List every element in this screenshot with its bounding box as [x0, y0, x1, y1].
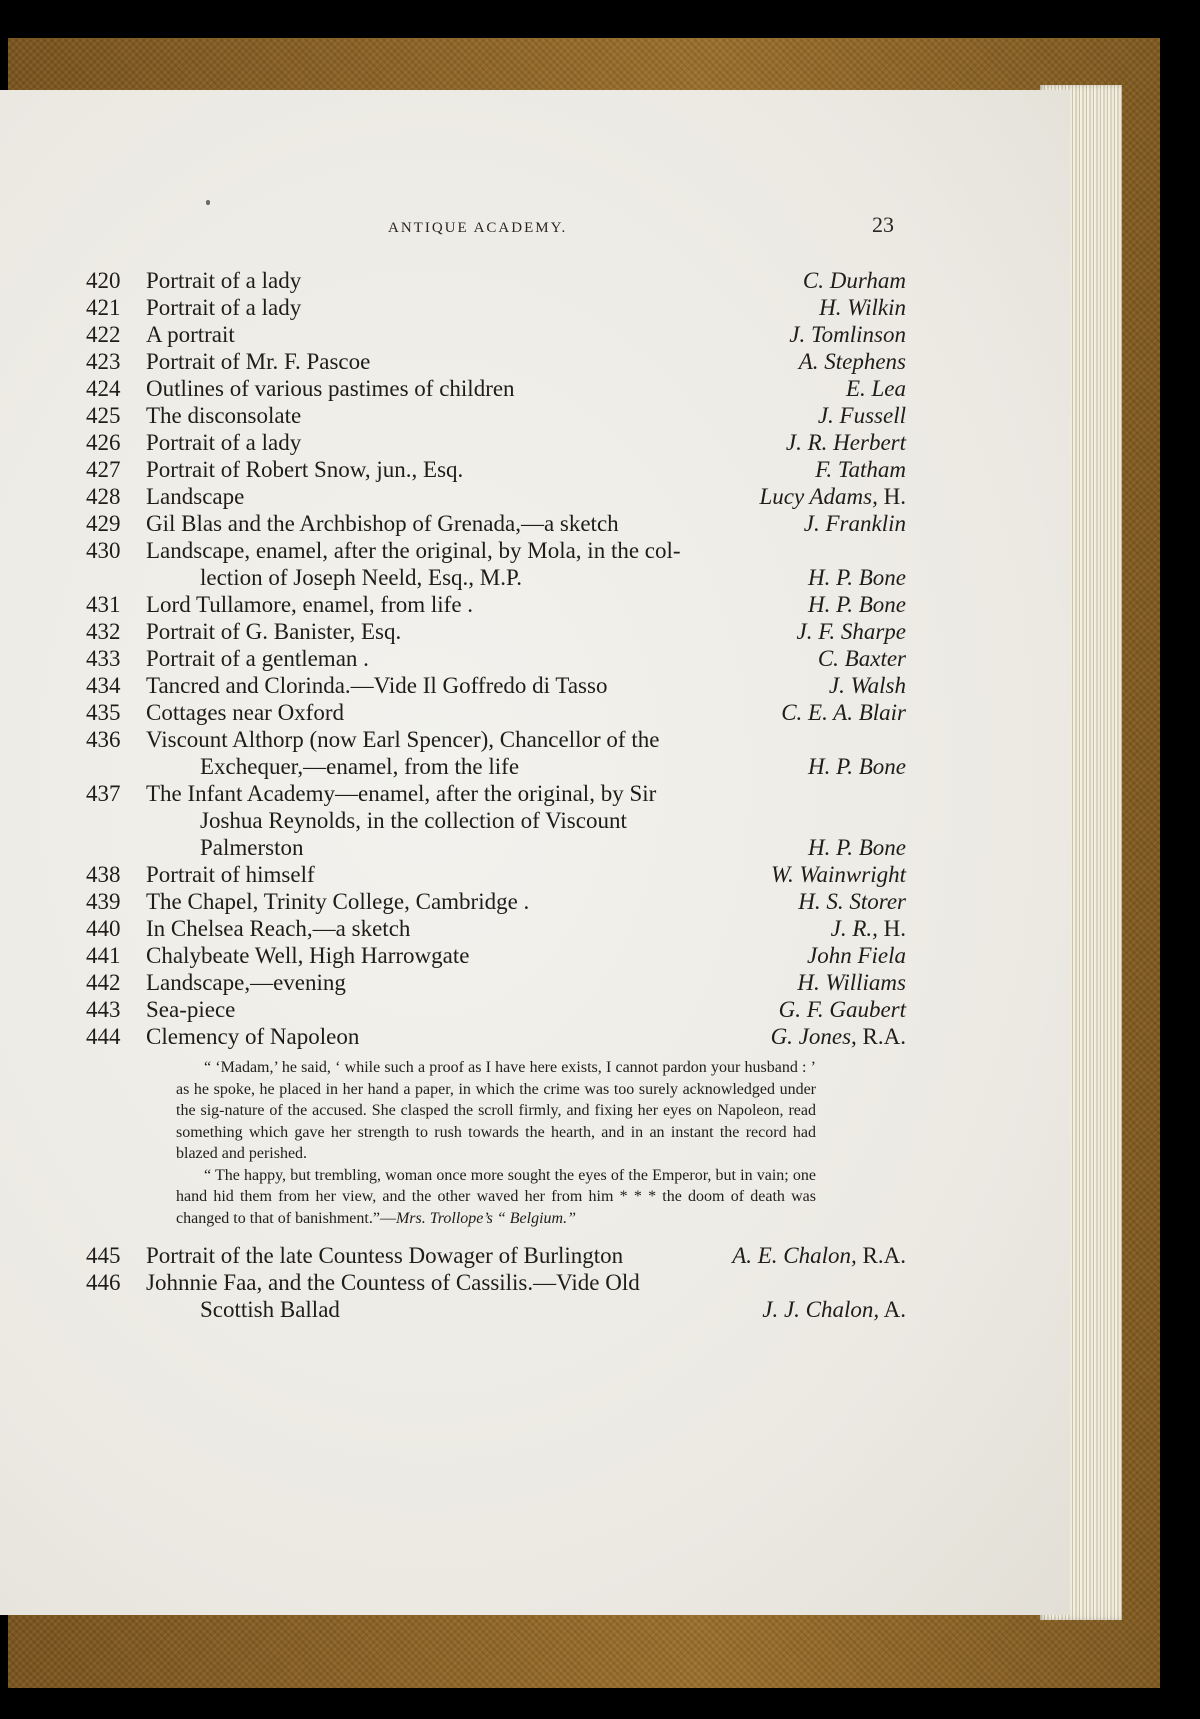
entry-number: 445 — [86, 1243, 121, 1268]
entry-title: Lord Tullamore, enamel, from life . — [146, 592, 474, 617]
artist-suffix: R.A. — [856, 1024, 906, 1049]
entry-artist: E. Lea — [845, 376, 906, 401]
entry-line — [86, 295, 906, 322]
entry-number: 440 — [86, 916, 121, 941]
entry-line — [86, 1270, 906, 1297]
entry-artist: H. P. Bone — [808, 592, 906, 617]
entry-line — [86, 889, 906, 916]
entry-title: lection of Joseph Neeld, Esq., M.P. — [200, 565, 522, 590]
entry-title: The Chapel, Trinity College, Cambridge . — [146, 889, 530, 914]
catalogue-entry — [86, 592, 906, 619]
entry-line — [86, 403, 906, 430]
catalogue-entry — [86, 889, 906, 916]
catalogue-entry — [86, 673, 906, 700]
entry-artist: H. P. Bone — [808, 754, 906, 779]
entry-line — [86, 700, 906, 727]
catalogue-entry — [86, 295, 906, 322]
catalogue-entry — [86, 511, 906, 538]
entry-line — [86, 1243, 906, 1270]
entry-line — [86, 349, 906, 376]
entry-number: 425 — [86, 403, 121, 428]
catalogue-entry — [86, 538, 906, 592]
entry-line — [86, 781, 906, 808]
entry-number: 427 — [86, 457, 121, 482]
entry-title: Gil Blas and the Archbishop of Grenada,—a sketch — [146, 511, 619, 536]
entry-artist: W. Wainwright — [770, 862, 906, 887]
catalogue-entry — [86, 943, 906, 970]
catalogue-entry — [86, 430, 906, 457]
entry-number: 431 — [86, 592, 121, 617]
entry-title: Clemency of Napoleon — [146, 1024, 360, 1049]
catalogue-entry — [86, 403, 906, 430]
entry-title: Johnnie Faa, and the Countess of Cassilis.—Vide Old — [146, 1270, 640, 1295]
entry-line — [86, 835, 906, 862]
entry-artist: A. Stephens — [798, 349, 906, 374]
entry-artist: A. E. Chalon, R.A. — [732, 1243, 906, 1268]
quote-paragraph: “ The happy, but trembling, woman once more sought the eyes of the Emperor, but in vain; one hand hid them from her view, and the other waved her from him * * * the doom of death was changed to that of banishment.”—Mrs. Trollope’s “ Belgium.” — [176, 1166, 816, 1227]
entry-title: Landscape, enamel, after the original, by Mola, in the col- — [146, 538, 681, 563]
catalogue-entry — [86, 484, 906, 511]
entry-artist: J. Tomlinson — [789, 322, 906, 347]
entry-title: Exchequer,—enamel, from the life — [200, 754, 520, 779]
entry-number: 423 — [86, 349, 121, 374]
entry-title: Chalybeate Well, High Harrowgate — [146, 943, 470, 968]
artist-suffix: A. — [879, 1297, 906, 1322]
entry-title: Landscape,—evening — [146, 970, 346, 995]
entry-title: Landscape — [146, 484, 245, 509]
entry-artist: J. R. Herbert — [785, 430, 906, 455]
quote-paragraph: “ ‘Madam,’ he said, ‘ while such a proof as I have here exists, I cannot pardon your husband : ’ as he spoke, he placed in her hand a paper, in which the crime was too surely acknowledged under the sig-nature of the accused. She clasped the scroll firmly, and fixing her eyes on Napoleon, read something which gave her strength to rush towards the hearth, and in an instant the record had blazed and perished. — [176, 1059, 816, 1162]
catalogue-entry — [86, 322, 906, 349]
entry-artist: J. J. Chalon, A. — [762, 1297, 906, 1322]
catalogue-entry — [86, 970, 906, 997]
entry-artist: J. R., H. — [830, 916, 906, 941]
entry-line — [86, 997, 906, 1024]
entry-number: 428 — [86, 484, 121, 509]
entry-title: Tancred and Clorinda.—Vide Il Goffredo di Tasso — [146, 673, 608, 698]
catalogue-entry — [86, 1024, 906, 1051]
entry-line — [86, 565, 906, 592]
entry-title: Portrait of G. Banister, Esq. — [146, 619, 402, 644]
entry-title: Portrait of the late Countess Dowager of Burlington — [146, 1243, 624, 1268]
entry-title: In Chelsea Reach,—a sketch — [146, 916, 411, 941]
catalogue-entry — [86, 997, 906, 1024]
entry-artist: C. Baxter — [817, 646, 906, 671]
entry-title: Viscount Althorp (now Earl Spencer), Chancellor of the — [146, 727, 660, 752]
entry-number: 444 — [86, 1024, 121, 1049]
catalogue-entry — [86, 781, 906, 862]
entry-title: The Infant Academy—enamel, after the original, by Sir — [146, 781, 657, 806]
entry-artist: H. S. Storer — [798, 889, 906, 914]
entry-line — [86, 538, 906, 565]
catalogue-entry — [86, 727, 906, 781]
entry-line — [86, 511, 906, 538]
catalogue-entry — [86, 700, 906, 727]
entry-artist: Lucy Adams, H. — [759, 484, 906, 509]
catalogue-entry — [86, 376, 906, 403]
entry-artist: C. E. A. Blair — [781, 700, 906, 725]
entry-number: 424 — [86, 376, 121, 401]
entry-number: 436 — [86, 727, 121, 752]
entry-number: 443 — [86, 997, 121, 1022]
entry-line — [86, 754, 906, 781]
entry-number: 429 — [86, 511, 121, 536]
entry-artist: J. Walsh — [828, 673, 906, 698]
catalogue-entry — [86, 916, 906, 943]
entry-artist: J. F. Sharpe — [796, 619, 906, 644]
entry-number: 426 — [86, 430, 121, 455]
running-head: ANTIQUE ACADEMY. — [388, 220, 568, 236]
catalogue-list — [86, 268, 906, 1324]
entry-number: 420 — [86, 268, 121, 293]
catalogue-entry — [86, 268, 906, 295]
entry-artist: H. P. Bone — [808, 835, 906, 860]
artist-suffix: H. — [877, 916, 906, 941]
entry-title: Cottages near Oxford — [146, 700, 344, 725]
entry-line — [86, 1024, 906, 1051]
catalogue-entry — [86, 646, 906, 673]
entry-line — [86, 970, 906, 997]
page-header — [0, 212, 1070, 250]
entry-title: Palmerston — [200, 835, 304, 860]
catalogue-entry — [86, 457, 906, 484]
entry-number: 434 — [86, 673, 121, 698]
entry-line — [86, 484, 906, 511]
page-number: 23 — [872, 212, 894, 237]
entry-title: Portrait of a lady — [146, 430, 302, 455]
entry-artist: J. Franklin — [803, 511, 906, 536]
artist-suffix: H. — [877, 484, 906, 509]
entry-line — [86, 457, 906, 484]
entry-line — [86, 268, 906, 295]
entry-line — [86, 1297, 906, 1324]
entry-number: 432 — [86, 619, 121, 644]
entry-title: Portrait of a lady — [146, 268, 302, 293]
entry-line — [86, 592, 906, 619]
entry-title: Scottish Ballad — [200, 1297, 340, 1322]
entry-number: 442 — [86, 970, 121, 995]
entry-artist: H. Williams — [797, 970, 906, 995]
entry-artist: H. Wilkin — [819, 295, 906, 320]
entry-title: A portrait — [146, 322, 235, 347]
entry-line — [86, 322, 906, 349]
spacer — [86, 1229, 906, 1243]
pencil-mark — [206, 200, 210, 205]
entry-number: 438 — [86, 862, 121, 887]
entry-line — [86, 943, 906, 970]
entry-line — [86, 916, 906, 943]
entry-number: 441 — [86, 943, 121, 968]
entry-title: Portrait of himself — [146, 862, 315, 887]
entry-artist: G. Jones, R.A. — [770, 1024, 906, 1049]
catalogue-entry — [86, 1243, 906, 1270]
entry-artist: C. Durham — [802, 268, 906, 293]
entry-number: 439 — [86, 889, 121, 914]
quote-source: Mrs. Trollope’s “ Belgium.” — [395, 1209, 576, 1227]
entry-number: 446 — [86, 1270, 121, 1295]
entry-number: 437 — [86, 781, 121, 806]
catalogue-entry — [86, 1270, 906, 1324]
entry-line — [86, 673, 906, 700]
entry-artist: G. F. Gaubert — [778, 997, 906, 1022]
entry-number: 435 — [86, 700, 121, 725]
entry-line — [86, 619, 906, 646]
entry-number: 421 — [86, 295, 121, 320]
entry-title: Sea-piece — [146, 997, 236, 1022]
entry-artist: J. Fussell — [817, 403, 906, 428]
catalogue-entry — [86, 862, 906, 889]
artist-suffix: R.A. — [856, 1243, 906, 1268]
entry-line — [86, 376, 906, 403]
quotation-block — [176, 1057, 816, 1229]
entry-title: Portrait of a gentleman . — [146, 646, 369, 671]
entry-line — [86, 646, 906, 673]
entry-title: Portrait of a lady — [146, 295, 302, 320]
entry-artist: H. P. Bone — [808, 565, 906, 590]
entry-line — [86, 808, 906, 835]
entry-title: Outlines of various pastimes of children — [146, 376, 515, 401]
catalogue-entry — [86, 349, 906, 376]
entry-number: 430 — [86, 538, 121, 563]
entry-title: Portrait of Robert Snow, jun., Esq. — [146, 457, 464, 482]
entry-number: 433 — [86, 646, 121, 671]
entry-title: Joshua Reynolds, in the collection of Viscount — [200, 808, 627, 833]
entry-number: 422 — [86, 322, 121, 347]
entry-title: The disconsolate — [146, 403, 302, 428]
entry-artist: John Fiela — [807, 943, 906, 968]
entry-line — [86, 430, 906, 457]
catalogue-entry — [86, 619, 906, 646]
entry-line — [86, 727, 906, 754]
entry-artist: F. Tatham — [815, 457, 906, 482]
entry-title: Portrait of Mr. F. Pascoe — [146, 349, 371, 374]
entry-line — [86, 862, 906, 889]
